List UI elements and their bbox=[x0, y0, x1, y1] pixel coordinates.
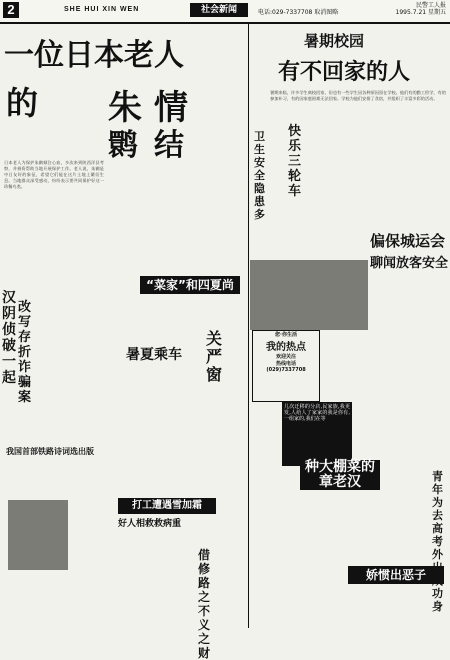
hot-l5: (029)7337708 bbox=[266, 367, 306, 373]
lead-title-2: 的 bbox=[6, 84, 39, 122]
hot-l1: 您·你生活 bbox=[275, 332, 297, 338]
page-number: 2 bbox=[3, 2, 19, 18]
school-sub: 有不回家的人 bbox=[278, 59, 411, 85]
section-pinyin: SHE HUI XIN WEN bbox=[64, 6, 140, 13]
section-title: 社会新闻 bbox=[190, 3, 248, 17]
feature-title: “菜家”和四夏尚 bbox=[140, 276, 240, 294]
bad-title: 娇惯出恶子 bbox=[348, 566, 444, 584]
hotline-box bbox=[252, 330, 320, 402]
lead-title-1: 一位日本老人 bbox=[4, 38, 184, 73]
lead-body: 日本老人为保护朱鹮倾注心血，多次来到陕西洋县考察，并捐资帮助当地开展保护工作。老人说，朱鹮是中日友好的象征，希望它们能在这片土地上繁衍生息。当地群众深受感动，纷纷表示要共同保护好这一珍稀鸟类。 bbox=[4, 160, 104, 189]
han-side: 改写存折诈骗案 bbox=[18, 300, 32, 405]
exam-title: 青年为去高考外 功身 bbox=[432, 470, 443, 613]
lead-char-1: 朱 bbox=[108, 88, 142, 128]
school-headline: 暑期校园 bbox=[304, 32, 365, 50]
masthead bbox=[0, 0, 450, 24]
han-title: 汉阴侦破一起 bbox=[2, 290, 16, 386]
phone-info: 电话:029-7337708 取消图略 bbox=[258, 9, 339, 16]
hot-l4: 热线电话 bbox=[275, 361, 296, 367]
lead-char-4: 结 bbox=[154, 128, 184, 163]
safety-title: 快乐三轮车 bbox=[288, 124, 302, 199]
summer-side: 关严窗 bbox=[206, 329, 223, 384]
photo-mao bbox=[8, 500, 68, 570]
edition-info: 民警工人报 1995.7.21 星期五 bbox=[395, 2, 446, 16]
photo-students bbox=[250, 260, 368, 330]
shop-sub: 聊闻放客安全 bbox=[370, 256, 449, 271]
mao-caption: 我国首部铁路诗词选出版 bbox=[6, 447, 94, 456]
injury-sub: 好人相救救病重 bbox=[118, 519, 182, 529]
farm-title: 种大棚菜的章老汉 bbox=[300, 460, 380, 490]
summer-title: 暑夏乘车 bbox=[126, 347, 182, 363]
road-title: 借修路之不义之财 bbox=[198, 548, 211, 660]
injury-title: 打工遭遇雪加霜 bbox=[118, 498, 216, 514]
shop-title: 偏保城运会 bbox=[370, 232, 446, 250]
news-block: 儿次迁移的分店,民家族,我更发,人给人了家家的我是你有,一组家的,我们在等 bbox=[282, 402, 352, 466]
column-rule bbox=[248, 24, 249, 628]
safety-block bbox=[250, 120, 310, 270]
hot-l3: 欢迎关注 bbox=[275, 354, 296, 360]
lead-char-3: 鹮 bbox=[108, 128, 138, 163]
safety-side: 卫生安全隐患多 bbox=[254, 130, 265, 221]
lead-char-2: 情 bbox=[154, 88, 188, 128]
hot-l2: 我的热点 bbox=[266, 342, 306, 353]
school-body: 暑期来临，许多学生离校回家，但也有一些学生因各种原因留在学校。他们有的勤工俭学，有的参加补习，有的因家庭困难无法回家。学校为他们安排了食宿，并组织了丰富多彩的活动。 bbox=[270, 90, 446, 101]
